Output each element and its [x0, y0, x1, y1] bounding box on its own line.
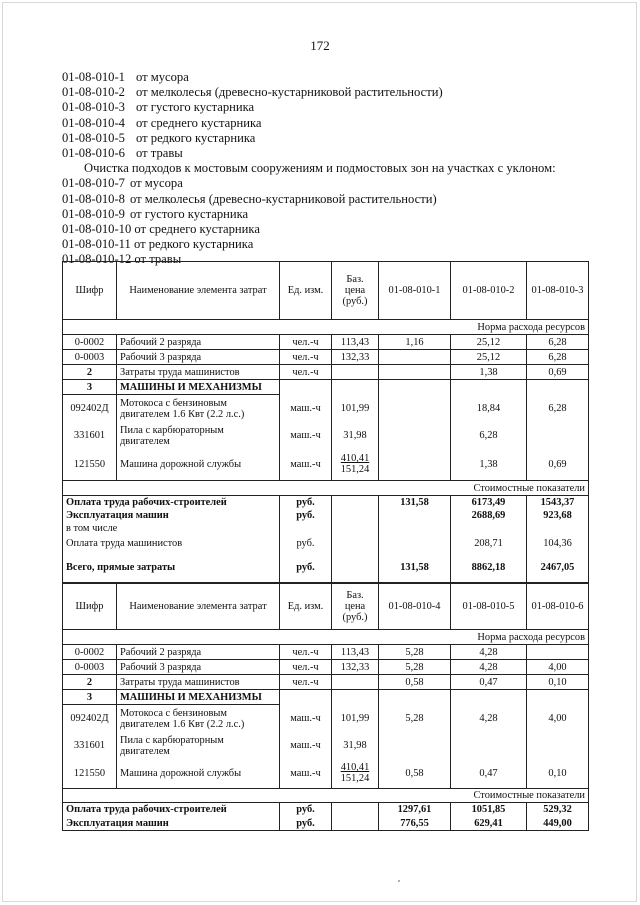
row-value — [451, 733, 527, 759]
row-value: 4,28 — [451, 705, 527, 733]
row-unit: маш.-ч — [280, 705, 332, 733]
row-code: 092402Д — [63, 705, 117, 733]
code-text: от мусора — [130, 176, 183, 191]
code-id: 01-08-010-8 — [62, 191, 125, 206]
row-code: 0-0003 — [63, 660, 117, 675]
row-value: 5,28 — [379, 660, 451, 675]
cost-label: Стоимостные показатели — [63, 481, 589, 496]
row-price: 101,99 — [332, 705, 379, 733]
resource-table-1 — [62, 261, 589, 583]
code-text: от густого кустарника — [136, 100, 255, 115]
page-number: 172 — [310, 38, 330, 53]
section-row — [63, 789, 589, 803]
row-value: 25,12 — [451, 350, 527, 365]
resource-norm-label: Норма расхода ресурсов — [63, 320, 589, 335]
cost-value: 1543,37 — [527, 496, 589, 509]
row-value: 18,84 — [451, 395, 527, 423]
code-line — [62, 70, 556, 85]
cost-name: в том числе — [63, 522, 280, 535]
resource-table-2 — [62, 583, 589, 831]
col-code-header: Шифр — [63, 262, 117, 320]
row-unit: маш.-ч — [280, 733, 332, 759]
code-line — [62, 146, 556, 161]
col-norm-header: 01-08-010-1 — [379, 262, 451, 320]
row-code: 2 — [63, 365, 117, 380]
table-header — [63, 262, 589, 320]
cost-row — [63, 496, 589, 509]
code-line — [62, 85, 556, 100]
row-name: Машина дорожной службы — [117, 449, 280, 481]
code-text: от редкого кустарника — [136, 130, 256, 145]
row-value — [379, 380, 451, 395]
code-line — [62, 222, 556, 237]
row-value: 0,47 — [451, 675, 527, 690]
cost-unit: руб. — [280, 553, 332, 583]
row-value: 0,10 — [527, 759, 589, 789]
table-header — [63, 584, 589, 630]
row-value: 6,28 — [527, 335, 589, 350]
row-code: 121550 — [63, 759, 117, 789]
code-text: от мелколесья (древесно-кустарниковой растительности) — [136, 85, 443, 100]
row-price: 31,98 — [332, 423, 379, 449]
code-line — [62, 176, 556, 191]
row-code: 3 — [63, 380, 117, 395]
col-code-header: Шифр — [63, 584, 117, 630]
code-text: от густого кустарника — [130, 206, 249, 221]
code-id: 01-08-010-4 — [62, 115, 125, 130]
row-value: 4,00 — [527, 705, 589, 733]
row-price — [332, 675, 379, 690]
table-row — [63, 759, 589, 789]
code-text: от редкого кустарника — [133, 237, 254, 252]
code-text: от травы — [134, 252, 182, 267]
row-unit — [280, 690, 332, 705]
price-old: 410,41 — [340, 762, 370, 774]
cost-unit: руб. — [280, 817, 332, 831]
intro-text: Очистка подходов к мостовым сооружениям и подмостовых зон на участках с уклоном: — [84, 161, 556, 176]
row-unit: чел.-ч — [280, 365, 332, 380]
cost-value — [451, 522, 527, 535]
code-id: 01-08-010-10 — [62, 222, 132, 237]
cost-value: 629,41 — [451, 817, 527, 831]
row-value — [379, 365, 451, 380]
cost-value: 6173,49 — [451, 496, 527, 509]
row-value — [379, 350, 451, 365]
row-value: 0,47 — [451, 759, 527, 789]
row-code: 092402Д — [63, 395, 117, 423]
code-id: 01-08-010-6 — [62, 146, 125, 161]
row-name: МАШИНЫ И МЕХАНИЗМЫ — [117, 690, 280, 705]
table-row — [63, 395, 589, 423]
table-row — [63, 675, 589, 690]
row-name: Пила с карбюраторным двигателем — [117, 423, 280, 449]
cost-empty — [332, 535, 379, 553]
row-name: Рабочий 2 разряда — [117, 645, 280, 660]
row-code: 3 — [63, 690, 117, 705]
cost-name: Оплата труда машинистов — [63, 535, 280, 553]
code-line — [62, 100, 556, 115]
cost-value — [379, 509, 451, 522]
code-line — [62, 192, 556, 207]
col-norm-header: 01-08-010-2 — [451, 262, 527, 320]
row-value: 0,10 — [527, 675, 589, 690]
code-line — [62, 237, 556, 252]
code-id: 01-08-010-1 — [62, 70, 125, 84]
row-code: 2 — [63, 675, 117, 690]
cost-value: 1051,85 — [451, 803, 527, 817]
col-norm-header: 01-08-010-5 — [451, 584, 527, 630]
row-value — [527, 423, 589, 449]
cost-row — [63, 803, 589, 817]
col-norm-header: 01-08-010-6 — [527, 584, 589, 630]
row-value: 0,58 — [379, 675, 451, 690]
row-value — [451, 690, 527, 705]
row-price: 113,43 — [332, 645, 379, 660]
col-norm-header: 01-08-010-4 — [379, 584, 451, 630]
code-text: от травы — [136, 146, 183, 161]
row-value: 6,28 — [451, 423, 527, 449]
row-name: Мотокоса с бензиновым двигателем 1.6 Квт (2.2 л.с.) — [117, 395, 280, 423]
row-value — [379, 449, 451, 481]
code-id: 01-08-010-11 — [62, 237, 131, 252]
row-value — [379, 690, 451, 705]
row-code: 0-0002 — [63, 645, 117, 660]
code-id: 01-08-010-2 — [62, 85, 125, 100]
col-price-header: Баз. цена (руб.) — [332, 584, 379, 630]
code-text: от среднего кустарника — [134, 222, 260, 237]
cost-value: 2467,05 — [527, 553, 589, 583]
table-row — [63, 350, 589, 365]
code-id: 01-08-010-9 — [62, 206, 125, 221]
row-unit: маш.-ч — [280, 759, 332, 789]
row-value: 5,28 — [379, 705, 451, 733]
table-row — [63, 733, 589, 759]
cost-value — [379, 522, 451, 535]
row-value: 6,28 — [527, 350, 589, 365]
row-value: 1,38 — [451, 365, 527, 380]
col-unit-header: Ед. изм. — [280, 262, 332, 320]
cost-name: Эксплуатация машин — [63, 509, 280, 522]
cost-row — [63, 553, 589, 583]
cost-value: 131,58 — [379, 553, 451, 583]
row-value: 0,58 — [379, 759, 451, 789]
cost-name: Оплата труда рабочих-строителей — [63, 496, 280, 509]
price-new: 151,24 — [340, 464, 370, 476]
cost-name: Всего, прямые затраты — [63, 553, 280, 583]
row-code: 0-0003 — [63, 350, 117, 365]
cost-value — [527, 522, 589, 535]
row-price — [332, 449, 379, 481]
row-value — [527, 733, 589, 759]
col-name-header: Наименование элемента затрат — [117, 584, 280, 630]
row-price — [332, 380, 379, 395]
table-row — [63, 690, 589, 705]
row-value — [527, 380, 589, 395]
cost-empty — [332, 509, 379, 522]
cost-row — [63, 535, 589, 553]
cost-value: 2688,69 — [451, 509, 527, 522]
cost-empty — [332, 803, 379, 817]
code-line — [62, 207, 556, 222]
table-row — [63, 380, 589, 395]
code-id: 01-08-010-3 — [62, 100, 125, 115]
row-price — [332, 365, 379, 380]
table-row — [63, 705, 589, 733]
col-norm-header: 01-08-010-3 — [527, 262, 589, 320]
cost-name: Оплата труда рабочих-строителей — [63, 803, 280, 817]
cost-row — [63, 509, 589, 522]
row-name: Рабочий 2 разряда — [117, 335, 280, 350]
row-code: 331601 — [63, 423, 117, 449]
row-value: 4,28 — [451, 645, 527, 660]
row-value — [379, 423, 451, 449]
cost-row — [63, 522, 589, 535]
row-name: Мотокоса с бензиновым двигателем 1.6 Квт (2.2 л.с.) — [117, 705, 280, 733]
row-name: Затраты труда машинистов — [117, 675, 280, 690]
table-row — [63, 423, 589, 449]
cost-empty — [332, 817, 379, 831]
cost-label: Стоимостные показатели — [63, 789, 589, 803]
row-value: 5,28 — [379, 645, 451, 660]
row-unit: чел.-ч — [280, 645, 332, 660]
row-unit: чел.-ч — [280, 660, 332, 675]
row-price: 31,98 — [332, 733, 379, 759]
code-line — [62, 131, 556, 146]
cost-value: 131,58 — [379, 496, 451, 509]
row-value — [451, 380, 527, 395]
section-row — [63, 481, 589, 496]
code-line — [62, 116, 556, 131]
cost-unit: руб. — [280, 509, 332, 522]
row-value: 6,28 — [527, 395, 589, 423]
cost-value: 529,32 — [527, 803, 589, 817]
row-code: 331601 — [63, 733, 117, 759]
cost-name: Эксплуатация машин — [63, 817, 280, 831]
row-price: 132,33 — [332, 350, 379, 365]
cost-empty — [332, 553, 379, 583]
col-price-header: Баз. цена (руб.) — [332, 262, 379, 320]
scan-speck — [398, 880, 400, 882]
cost-row — [63, 817, 589, 831]
resource-norm-label: Норма расхода ресурсов — [63, 630, 589, 645]
section-row — [63, 630, 589, 645]
cost-unit — [280, 522, 332, 535]
cost-value: 208,71 — [451, 535, 527, 553]
row-value: 4,28 — [451, 660, 527, 675]
table-row — [63, 365, 589, 380]
code-id: 01-08-010-7 — [62, 176, 125, 191]
row-value — [379, 733, 451, 759]
cost-value — [379, 535, 451, 553]
cost-value: 776,55 — [379, 817, 451, 831]
row-unit: маш.-ч — [280, 423, 332, 449]
cost-value: 1297,61 — [379, 803, 451, 817]
cost-value: 104,36 — [527, 535, 589, 553]
col-unit-header: Ед. изм. — [280, 584, 332, 630]
row-name: Рабочий 3 разряда — [117, 660, 280, 675]
row-unit: маш.-ч — [280, 449, 332, 481]
cost-value: 449,00 — [527, 817, 589, 831]
price-new: 151,24 — [340, 773, 370, 785]
row-value: 1,38 — [451, 449, 527, 481]
code-text: от среднего кустарника — [136, 115, 262, 130]
code-text: от мусора — [136, 70, 189, 84]
row-price — [332, 690, 379, 705]
row-code: 121550 — [63, 449, 117, 481]
row-name: Машина дорожной службы — [117, 759, 280, 789]
code-text: от мелколесья (древесно-кустарниковой растительности) — [130, 191, 437, 206]
row-value — [527, 690, 589, 705]
row-unit: маш.-ч — [280, 395, 332, 423]
row-value: 25,12 — [451, 335, 527, 350]
row-unit: чел.-ч — [280, 350, 332, 365]
row-value — [379, 395, 451, 423]
row-code: 0-0002 — [63, 335, 117, 350]
row-unit — [280, 380, 332, 395]
row-value: 0,69 — [527, 365, 589, 380]
col-name-header: Наименование элемента затрат — [117, 262, 280, 320]
table-row — [63, 335, 589, 350]
row-price: 101,99 — [332, 395, 379, 423]
cost-empty — [332, 496, 379, 509]
table-row — [63, 645, 589, 660]
code-id: 01-08-010-5 — [62, 130, 125, 145]
table-row — [63, 449, 589, 481]
row-value: 0,69 — [527, 449, 589, 481]
row-price: 132,33 — [332, 660, 379, 675]
code-id: 01-08-010-12 — [62, 252, 132, 267]
code-list — [62, 70, 556, 268]
price-old: 410,41 — [340, 453, 370, 465]
row-price — [332, 759, 379, 789]
row-unit: чел.-ч — [280, 675, 332, 690]
row-value: 1,16 — [379, 335, 451, 350]
row-name: МАШИНЫ И МЕХАНИЗМЫ — [117, 380, 280, 395]
row-name: Рабочий 3 разряда — [117, 350, 280, 365]
row-unit: чел.-ч — [280, 335, 332, 350]
row-name: Пила с карбюраторным двигателем — [117, 733, 280, 759]
row-value: 4,00 — [527, 660, 589, 675]
cost-empty — [332, 522, 379, 535]
row-price: 113,43 — [332, 335, 379, 350]
row-name: Затраты труда машинистов — [117, 365, 280, 380]
cost-unit: руб. — [280, 803, 332, 817]
cost-unit: руб. — [280, 496, 332, 509]
row-value — [527, 645, 589, 660]
cost-value: 8862,18 — [451, 553, 527, 583]
cost-value: 923,68 — [527, 509, 589, 522]
table-row — [63, 660, 589, 675]
cost-unit: руб. — [280, 535, 332, 553]
section-row — [63, 320, 589, 335]
